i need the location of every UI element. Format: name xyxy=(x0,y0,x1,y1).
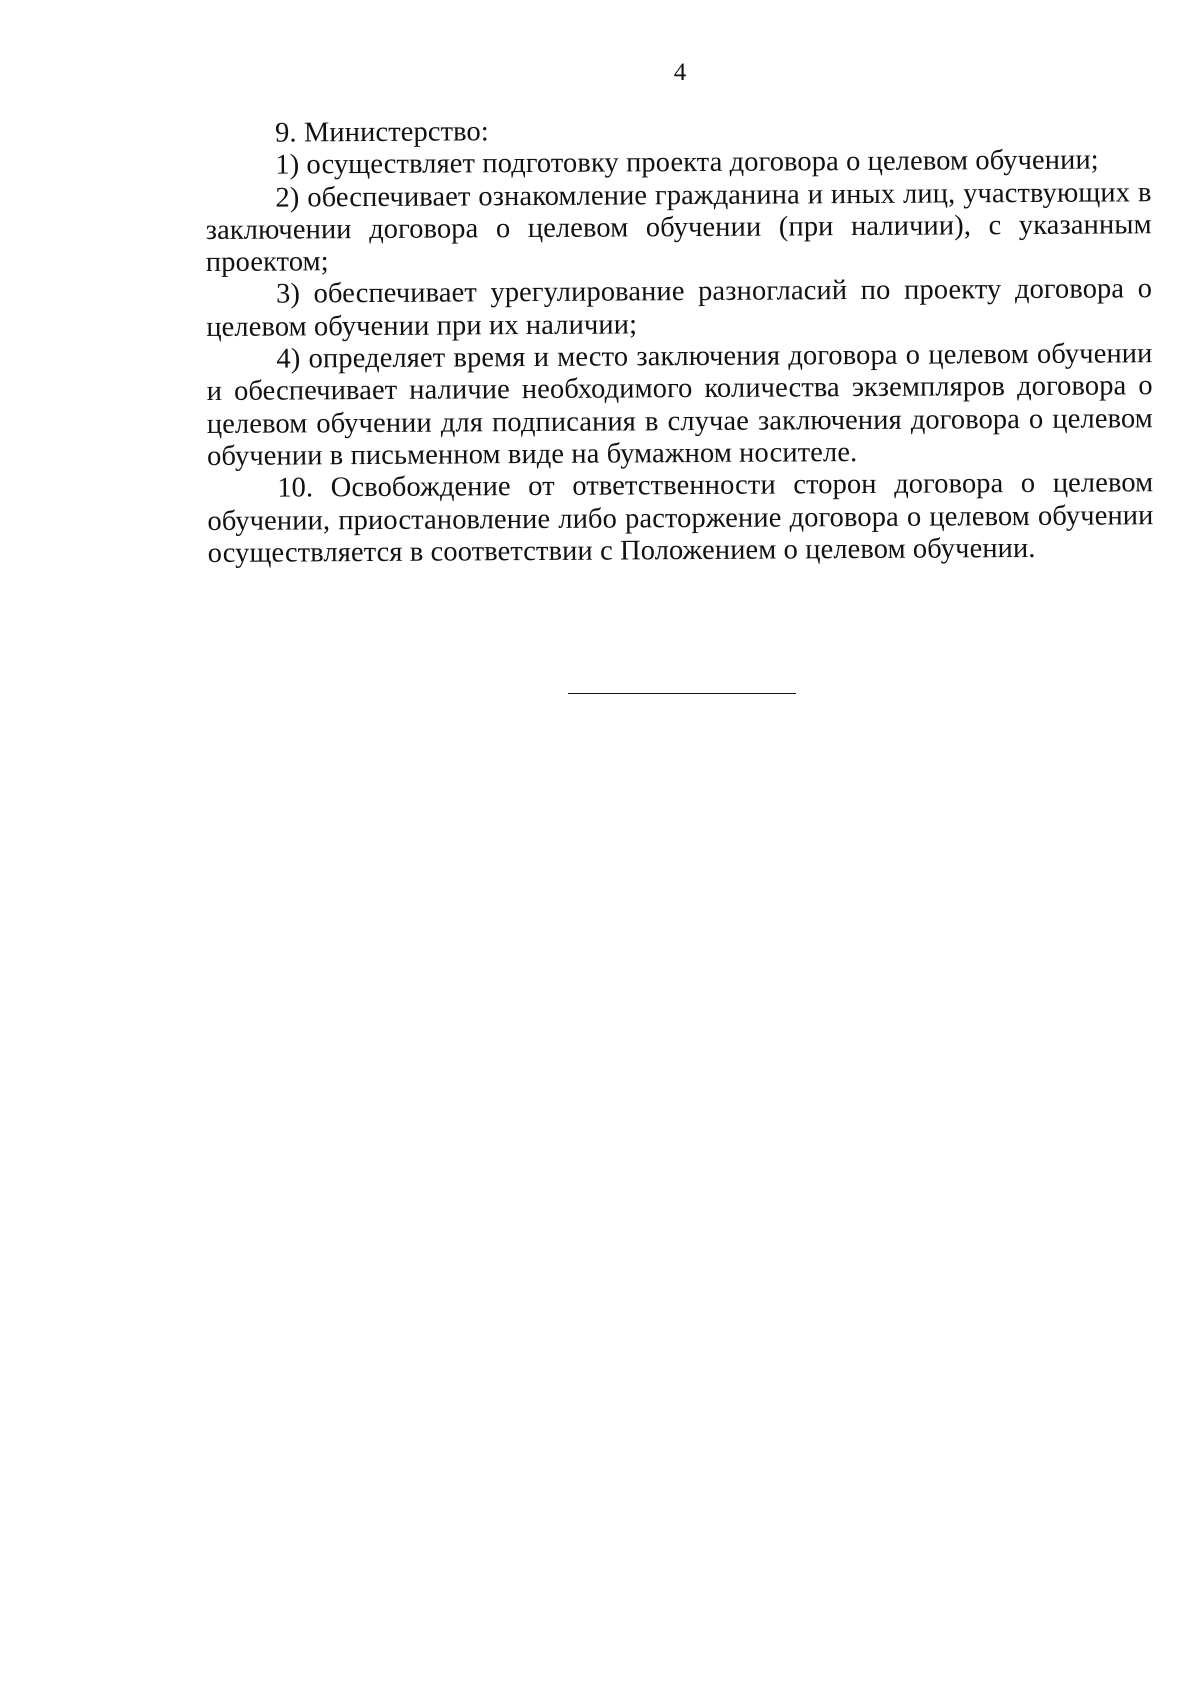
paragraph-9-heading: 9. Министерство: xyxy=(274,116,489,149)
paragraph-9-item-3: 3) обеспечивает урегулирование разногласий по проекту договора о целевом обучении при их наличии; xyxy=(206,273,1153,343)
document-body xyxy=(205,112,1154,570)
paragraph-9-item-2: 2) обеспечивает ознакомление гражданина и иных лиц, участвующих в заключении договора о целевом обучении (при наличии), с указанным проектом; xyxy=(205,176,1152,279)
page-number: 4 xyxy=(673,59,687,86)
paragraph-10: 10. Освобождение от ответственности сторон договора о целевом обучении, приостановление либо расторжение договора о целевом обучении осуществляется в соответствии с Положением о целевом обучении. xyxy=(207,467,1154,569)
paragraph-9-item-4: 4) определяет время и место заключения договора о целевом обучении и обеспечивает наличие необходимого количества экземпляров договора о целевом обучении для подписания в случае заключения договора о целевом обучении в письменном виде на бумажном носителе. xyxy=(206,338,1153,472)
paragraph-9-item-1: 1) осуществляет подготовку проекта договора о целевом обучении; xyxy=(275,144,1099,181)
end-of-document-rule xyxy=(568,693,796,694)
